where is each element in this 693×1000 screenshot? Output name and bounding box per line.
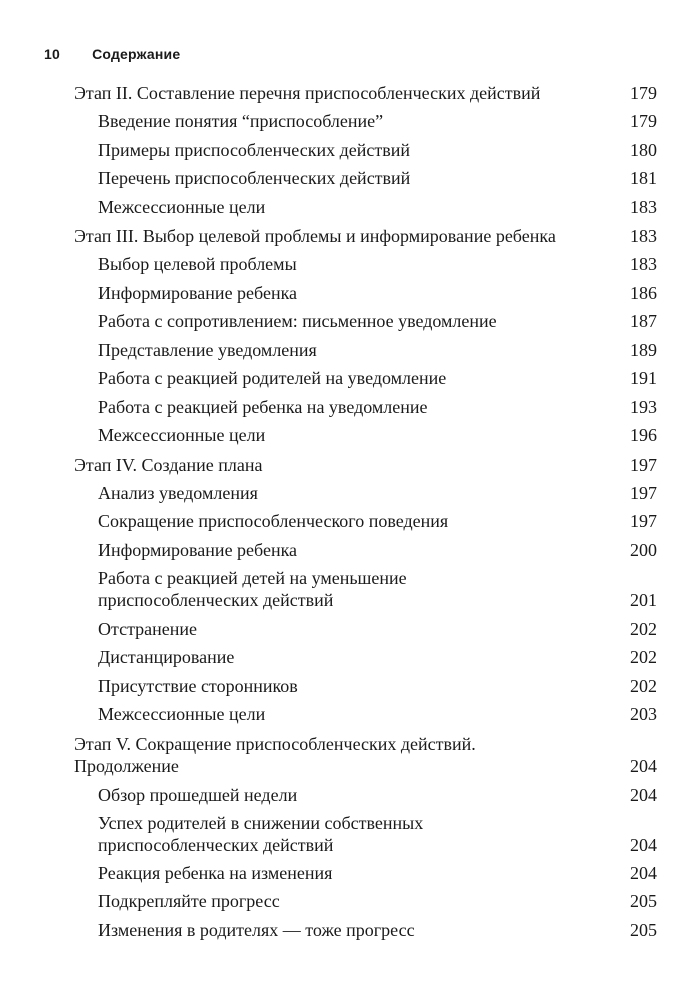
toc-entry-title: Отстранение bbox=[98, 619, 198, 639]
toc-entry-title: Информирование ребенка bbox=[98, 283, 298, 303]
toc-entry bbox=[98, 539, 297, 561]
toc-entry bbox=[98, 139, 410, 161]
toc-entry-title: Этап III. Выбор целевой проблемы и информирование ребенка bbox=[74, 226, 556, 246]
toc-page-number: 179 bbox=[630, 83, 657, 103]
toc-entry-title: Работа с реакцией родителей на уведомление bbox=[98, 368, 447, 388]
page-number: 10 bbox=[44, 46, 60, 62]
toc-entry bbox=[98, 618, 197, 640]
toc-page-number: 197 bbox=[630, 511, 657, 531]
toc-entry-title: Присутствие сторонников bbox=[98, 676, 298, 696]
toc-page-number: 205 bbox=[630, 920, 657, 940]
toc-page-number: 191 bbox=[630, 368, 657, 388]
toc-entry-title: Обзор прошедшей недели bbox=[98, 785, 298, 805]
toc-entry bbox=[98, 167, 410, 189]
toc-entry-title: Межсессионные цели bbox=[98, 197, 266, 217]
toc-stage-entry bbox=[74, 733, 476, 777]
toc-entry-title: Этап V. Сокращение приспособленческих действий. bbox=[74, 734, 476, 754]
toc-page-number: 203 bbox=[630, 704, 657, 724]
toc-entry-title: Дистанцирование bbox=[98, 647, 235, 667]
toc-entry bbox=[98, 812, 423, 856]
toc-page-number: 202 bbox=[630, 619, 657, 639]
toc-entry bbox=[98, 424, 265, 446]
toc-page-number: 186 bbox=[630, 283, 657, 303]
toc-entry bbox=[98, 890, 280, 912]
toc-page-number: 187 bbox=[630, 311, 657, 331]
toc-entry bbox=[98, 919, 415, 941]
toc-entry bbox=[98, 784, 297, 806]
toc-page-number: 202 bbox=[630, 676, 657, 696]
toc-page-number: 181 bbox=[630, 168, 657, 188]
toc-entry-title: Этап II. Составление перечня приспособленческих действий bbox=[74, 83, 541, 103]
toc-entry-title: Реакция ребенка на изменения bbox=[98, 863, 333, 883]
toc-stage-entry bbox=[74, 225, 556, 247]
toc-entry-title: Межсессионные цели bbox=[98, 425, 266, 445]
toc-entry-title: Успех родителей в снижении собственных bbox=[98, 813, 424, 833]
toc-page-number: 204 bbox=[630, 835, 657, 855]
toc-entry-title: Подкрепляйте прогресс bbox=[98, 891, 280, 911]
toc-entry bbox=[98, 339, 317, 361]
toc-entry-title: Информирование ребенка bbox=[98, 540, 298, 560]
toc-entry bbox=[98, 703, 265, 725]
toc-page-number: 180 bbox=[630, 140, 657, 160]
toc-entry-title: Изменения в родителях — тоже прогресс bbox=[98, 920, 415, 940]
toc-page-number: 193 bbox=[630, 397, 657, 417]
toc-page-number: 205 bbox=[630, 891, 657, 911]
toc-entry-title: Работа с реакцией ребенка на уведомление bbox=[98, 397, 428, 417]
toc-page-number: 183 bbox=[630, 226, 657, 246]
toc-entry bbox=[98, 675, 298, 697]
toc-page-number: 197 bbox=[630, 483, 657, 503]
toc-entry-title: Примеры приспособленческих действий bbox=[98, 140, 411, 160]
toc-entry bbox=[98, 862, 332, 884]
toc-entry bbox=[98, 396, 428, 418]
toc-entry-title: Сокращение приспособленческого поведения bbox=[98, 511, 449, 531]
toc-page-number: 189 bbox=[630, 340, 657, 360]
toc-entry bbox=[98, 310, 497, 332]
toc-page-number: 204 bbox=[630, 863, 657, 883]
toc-page-number: 196 bbox=[630, 425, 657, 445]
toc-entry-title: Представление уведомления bbox=[98, 340, 317, 360]
toc-page-number: 183 bbox=[630, 197, 657, 217]
toc-entry bbox=[98, 282, 297, 304]
running-title: Содержание bbox=[92, 46, 181, 62]
toc-entry bbox=[98, 110, 383, 132]
toc-entry-title: Работа с сопротивлением: письменное уведомление bbox=[98, 311, 497, 331]
toc-entry-title: Анализ уведомления bbox=[98, 483, 258, 503]
toc-entry bbox=[98, 253, 297, 275]
toc-entry bbox=[98, 646, 234, 668]
toc-page-number: 197 bbox=[630, 455, 657, 475]
toc-entry bbox=[98, 567, 407, 611]
toc-entry-title: приспособленческих действий bbox=[98, 590, 334, 610]
toc-entry bbox=[98, 367, 446, 389]
toc-entry bbox=[98, 510, 448, 532]
toc-entry-title: Работа с реакцией детей на уменьшение bbox=[98, 568, 407, 588]
toc-page-number: 200 bbox=[630, 540, 657, 560]
toc-entry bbox=[98, 482, 258, 504]
toc-page-number: 179 bbox=[630, 111, 657, 131]
toc-entry-title: Межсессионные цели bbox=[98, 704, 266, 724]
toc-page-number: 183 bbox=[630, 254, 657, 274]
toc-page-number: 204 bbox=[630, 756, 657, 776]
toc-entry-title: приспособленческих действий bbox=[98, 835, 334, 855]
toc-entry-title: Перечень приспособленческих действий bbox=[98, 168, 411, 188]
toc-entry-title: Продолжение bbox=[74, 756, 179, 776]
toc-page-number: 204 bbox=[630, 785, 657, 805]
toc-page-number: 202 bbox=[630, 647, 657, 667]
toc-entry bbox=[98, 196, 265, 218]
toc-stage-entry bbox=[74, 82, 540, 104]
toc-entry-title: Введение понятия “приспособление” bbox=[98, 111, 384, 131]
toc-entry-title: Этап IV. Создание плана bbox=[74, 455, 263, 475]
toc-page-number: 201 bbox=[630, 590, 657, 610]
toc-entry-title: Выбор целевой проблемы bbox=[98, 254, 297, 274]
toc-stage-entry bbox=[74, 454, 262, 476]
